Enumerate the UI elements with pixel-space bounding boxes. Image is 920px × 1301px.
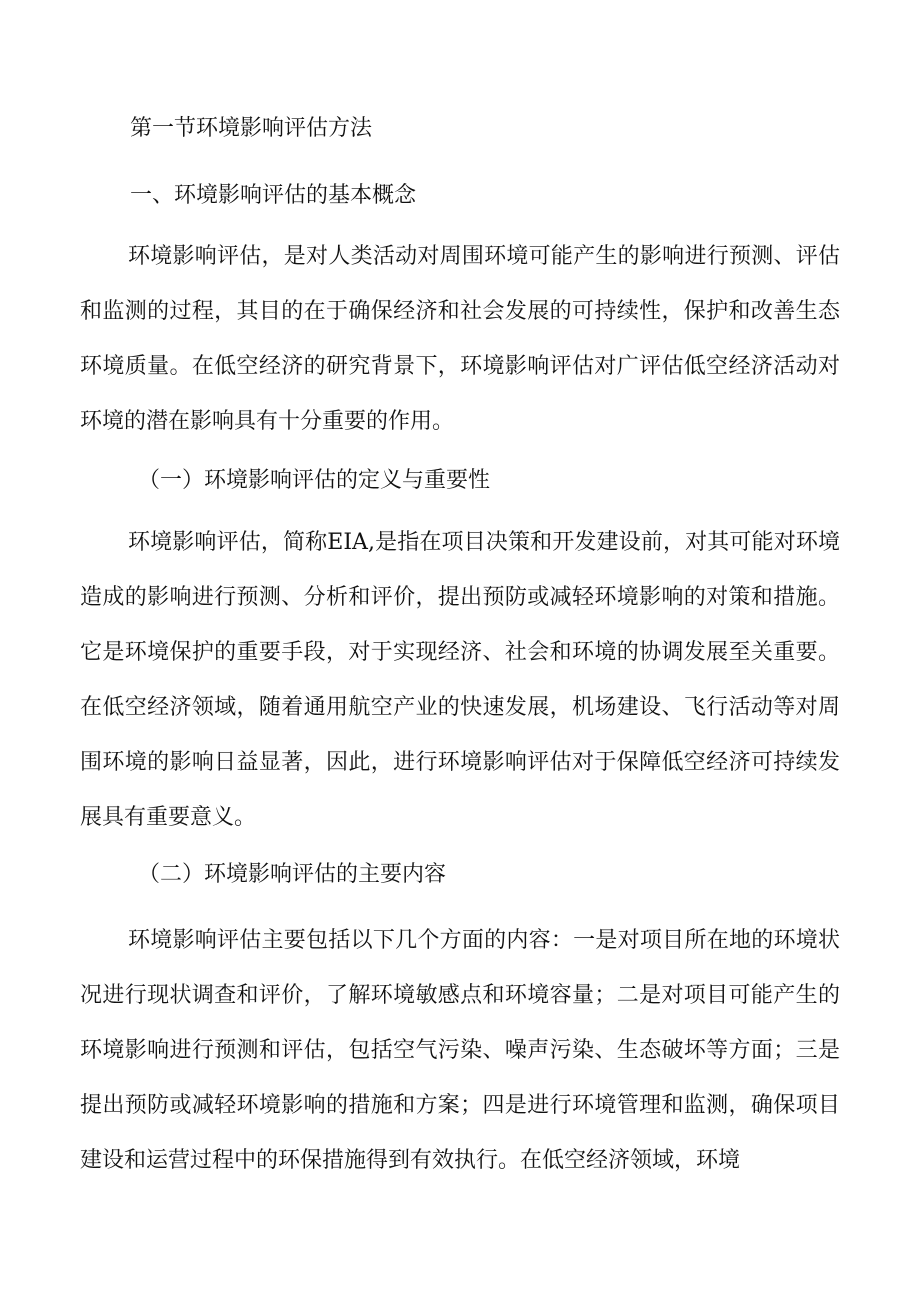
section-title: 第一节环境影响评估方法 [130, 116, 373, 141]
paragraph-3: 环境影响评估主要包括以下几个方面的内容：一是对项目所在地的环境状况进行现状调查和评价，了解环境敏感点和环境容量；二是对项目可能产生的环境影响进行预测和评估，包括空气污染、噪声污染、生态破坏等方面；三是提出预防或减轻环境影响的措施和方案；四是进行环境管理和监测，确保项目建设和运营过程中的环保措施得到有效执行。在低空经济领域，环境 [80, 928, 840, 1173]
paragraph-2: 环境影响评估，简称EIA,是指在项目决策和开发建设前，对其可能对环境造成的影响进行预测、分析和评价，提出预防或减轻环境影响的对策和措施。它是环境保护的重要手段，对于实现经济、社会和环境的协调发展至关重要。在低空经济领域，随着通用航空产业的快速发展，机场建设、飞行活动等对周围环境的影响日益显著，因此，进行环境影响评估对于保障低空经济可持续发展具有重要意义。 [80, 530, 840, 830]
heading-main-content: （二）环境影响评估的主要内容 [138, 862, 447, 887]
subsection-title: 一、环境影响评估的基本概念 [130, 183, 417, 208]
paragraph-1: 环境影响评估，是对人类活动对周围环境可能产生的影响进行预测、评估和监测的过程，其目的在于确保经济和社会发展的可持续性，保护和改善生态环境质量。在低空经济的研究背景下，环境影响评估对广评估低空经济活动对环境的潜在影响具有十分重要的作用。 [80, 244, 840, 434]
heading-definition-importance: （一）环境影响评估的定义与重要性 [138, 468, 491, 493]
